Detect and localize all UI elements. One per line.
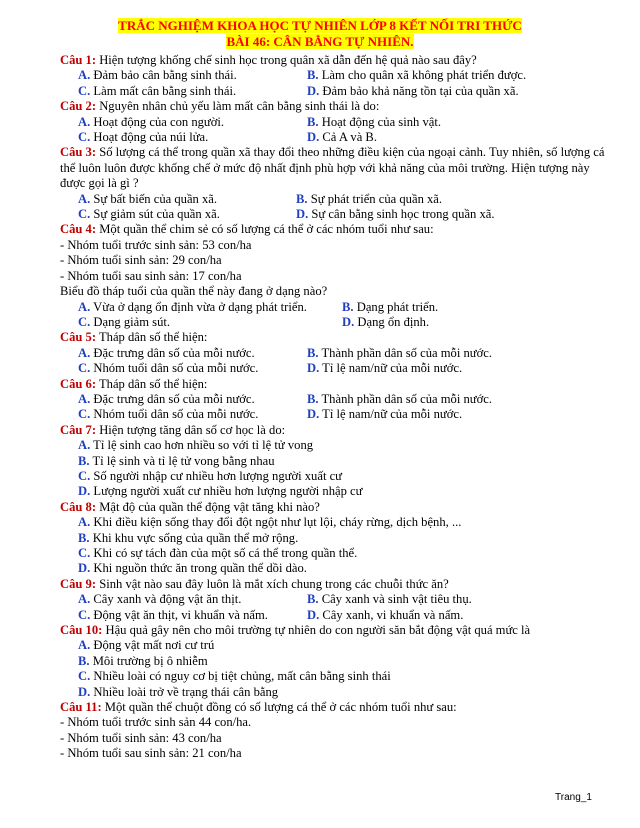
option-b [307,346,615,361]
option-d [296,207,615,222]
question-text: Hiện tượng khống chế sinh học trong quân xã dẫn đến hệ quả nào sau đây? [96,53,477,67]
option-a [60,192,296,207]
option-text: Cây xanh và động vật ăn thịt. [93,592,242,607]
question-10 [60,623,615,638]
options-row [60,361,615,376]
question-text: Tháp dân số thể hiện: [96,376,208,391]
option-text: Dạng giảm sút. [93,314,171,329]
question-text: Hậu quả gây nên cho môi trường tự nhiên do con người săn bắt động vật quá mức là [102,623,531,638]
question-number: Câu 8: [60,499,97,514]
age-group-line: - Nhóm tuổi sau sinh sản: 21 con/ha [60,746,242,761]
option-letter: B. [307,345,319,360]
option-b [296,192,615,207]
option-letter: B. [307,114,319,129]
question-text: Hiện tượng tăng dân số cơ học là do: [96,422,286,437]
option-text: Số người nhập cư nhiều hơn lượng người xuất cư [93,468,343,483]
option-letter: C. [78,130,91,145]
question-number: Câu 11: [60,700,102,715]
option-letter: D. [307,130,320,145]
option-text: Khi điều kiện sống thay đổi đột ngột như lụt lội, cháy rừng, dịch bệnh, ... [93,515,462,530]
option-text: Dạng ổn định. [357,314,430,329]
question-number: Câu 9: [60,576,97,591]
option-text: Đảm bảo cân bằng sinh thái. [93,68,237,83]
option-a [60,592,307,607]
option-text: Môi trường bị ô nhiễm [92,653,208,668]
options-row [60,608,615,623]
option-letter: B. [296,191,308,206]
option-letter: B. [342,299,354,314]
option-c [60,207,296,222]
option-text: Hoạt động của sinh vật. [321,114,441,129]
option-text: Đặc trưng dân số của mỗi nước. [93,345,255,360]
option-b [307,68,615,83]
option-text: Đặc trưng dân số của mỗi nước. [93,391,255,406]
option-letter: A. [78,345,91,360]
question-number: Câu 1: [60,53,97,67]
question-number: Câu 4: [60,222,97,237]
option-letter: B. [78,530,90,545]
option-letter: D. [307,361,320,376]
age-group-line: - Nhóm tuổi sinh sản: 43 con/ha [60,730,222,745]
option-text: Tỉ lệ sinh cao hơn nhiều so với tỉ lệ tử vong [93,438,314,453]
question-text: Mật độ của quần thể động vật tăng khi nào? [96,499,320,514]
options-row [60,68,615,83]
option-d [307,407,615,422]
option-a [60,638,615,653]
question-9 [60,577,615,592]
question-number: Câu 3: [60,145,97,160]
option-letter: C. [78,83,91,98]
option-letter: A. [78,299,91,314]
option-text: Thành phần dân số của mỗi nước. [321,345,492,360]
question-list [60,53,615,762]
option-letter: C. [78,546,91,560]
option-letter: A. [78,438,91,453]
option-text: Sự phát triển của quần xã. [310,191,443,206]
option-letter: A. [78,391,91,406]
option-text: Đảm bảo khả năng tồn tại của quần xã. [322,83,519,98]
option-letter: C. [78,314,91,329]
option-text: Sự bất biến của quần xã. [93,191,218,206]
option-letter: D. [307,83,320,98]
option-c [60,361,307,376]
question-11 [60,700,615,715]
question-8 [60,500,615,515]
question-number: Câu 7: [60,422,97,437]
option-text: Nhóm tuổi dân số của mỗi nước. [93,407,259,422]
option-a [60,515,615,530]
options-row [60,207,615,222]
option-text: Động vật ăn thịt, vi khuẩn và nấm. [93,607,268,622]
question-2 [60,99,615,114]
options-row [60,84,615,99]
option-letter: A. [78,191,91,206]
options-row [60,407,615,422]
question-text: Một quần thể chuột đồng có số lượng cá thể ở các nhóm tuổi như sau: [101,700,457,715]
option-a [60,68,307,83]
option-d [307,84,615,99]
question-text: Sinh vật nào sau đây luôn là mắt xích chung trong các chuỗi thức ăn? [96,576,449,591]
option-letter: A. [78,592,91,607]
question-1 [60,53,615,68]
option-d [60,561,615,576]
subtitle-text: BÀI 46: CÂN BẰNG TỰ NHIÊN. [226,34,414,49]
options-row [60,315,615,330]
lesson-title [0,34,640,49]
option-letter: A. [78,68,91,83]
age-group-line: - Nhóm tuổi trước sinh sản: 53 con/ha [60,237,252,252]
option-a [60,346,307,361]
option-b [307,392,615,407]
option-text: Sự giảm sút của quần xã. [93,207,220,222]
option-text: Hoạt động của con người. [93,114,225,129]
option-letter: B. [307,592,319,607]
age-group-line: - Nhóm tuổi sau sinh sản: 17 con/ha [60,268,242,283]
option-text: Nhóm tuổi dân số của mỗi nước. [93,361,259,376]
option-letter: C. [78,207,91,222]
option-b [60,531,615,546]
option-a [60,392,307,407]
option-text: Tỉ lệ sinh và tỉ lệ tử vong bằng nhau [92,453,275,468]
question-6 [60,377,615,392]
option-letter: C. [78,407,91,422]
option-letter: D. [296,207,309,222]
option-letter: B. [307,68,319,83]
age-group-line: - Nhóm tuổi trước sinh sản 44 con/ha. [60,715,252,730]
option-text: Tỉ lệ nam/nữ của mỗi nước. [322,361,463,376]
option-text: Thành phần dân số của mỗi nước. [321,391,492,406]
question-text: Nguyên nhân chủ yếu làm mất cân bằng sinh thái là do: [96,99,380,114]
options-row [60,392,615,407]
option-d [307,608,615,623]
question-prompt: Biểu đồ tháp tuổi của quần thể này đang ở dạng nào? [60,284,328,299]
option-text: Vừa ở dạng ổn định vừa ở dạng phát triển. [93,299,307,314]
option-letter: C. [78,361,91,376]
option-b [307,115,615,130]
option-text: Làm mất cân bằng sinh thái. [93,83,237,98]
option-text: Tỉ lệ nam/nữ của mỗi nước. [322,407,463,422]
age-group-line: - Nhóm tuổi sinh sản: 29 con/ha [60,253,222,268]
option-letter: B. [307,391,319,406]
option-c [60,608,307,623]
option-a [60,300,342,315]
option-b [342,300,615,315]
option-letter: D. [78,561,91,576]
question-number: Câu 5: [60,330,97,345]
options-row [60,115,615,130]
option-text: Khi khu vực sống của quần thể mở rộng. [92,530,299,545]
option-letter: A. [78,515,91,530]
options-row [60,592,615,607]
option-text: Hoạt động của núi lửa. [93,130,209,145]
option-letter: A. [78,114,91,129]
question-text: Tháp dân số thể hiện: [96,330,208,345]
question-text: Số lượng cá thể trong quần xã thay đổi theo những điều kiện của ngoại cảnh. Tuy nhiên, số lượng cá thể luôn luôn được khống chế ở mức độ nhất định phù hợp với khả năng của môi trường. Hiện tượng này được gọi là gì ? [60,145,605,191]
question-5 [60,330,615,345]
question-4 [60,222,615,237]
option-letter: A. [78,638,91,653]
option-c [60,546,615,561]
option-d [307,130,615,145]
option-text: Cây xanh, vi khuẩn và nấm. [322,607,464,622]
question-number: Câu 2: [60,99,97,114]
option-text: Nhiều loài có nguy cơ bị tiệt chủng, mất cân bằng sinh thái [93,669,391,684]
question-text: Một quần thể chim sẻ có số lượng cá thể ở các nhóm tuổi như sau: [96,222,434,237]
option-text: Sự cân bằng sinh học trong quần xã. [311,207,495,222]
question-7 [60,423,615,438]
question-3 [60,145,615,191]
question-number: Câu 10: [60,623,103,638]
option-letter: D. [307,407,320,422]
option-text: Nhiều loài trở về trạng thái cân bằng [93,684,279,699]
title-text: TRẮC NGHIỆM KHOA HỌC TỰ NHIÊN LỚP 8 KẾT NỐI TRI THỨC [118,18,522,33]
option-text: Động vật mất nơi cư trú [93,638,215,653]
option-b [60,454,615,469]
option-letter: C. [78,669,91,684]
option-b [60,654,615,669]
option-d [307,361,615,376]
option-a [60,115,307,130]
options-row [60,300,615,315]
option-c [60,669,615,684]
option-text: Lượng người xuất cư nhiều hơn lượng người nhập cư [93,484,363,499]
options-row [60,346,615,361]
option-a [60,438,615,453]
option-text: Cây xanh và sinh vật tiêu thụ. [321,592,472,607]
option-text: Làm cho quân xã không phát triển được. [321,68,527,83]
option-letter: C. [78,468,91,483]
options-row [60,130,615,145]
page-number: Trang_1 [555,792,592,803]
option-d [342,315,615,330]
option-c [60,84,307,99]
question-number: Câu 6: [60,376,97,391]
option-d [60,484,615,499]
option-c [60,130,307,145]
option-b [307,592,615,607]
option-text: Khi nguồn thức ăn trong quần thể dồi dào. [93,561,307,576]
document-title [0,18,640,33]
option-text: Khi có sự tách đàn của một số cá thể trong quần thể. [93,546,358,560]
option-letter: B. [78,653,90,668]
option-letter: D. [307,607,320,622]
option-letter: B. [78,453,90,468]
option-c [60,407,307,422]
option-letter: C. [78,607,91,622]
option-letter: D. [342,314,355,329]
option-c [60,469,615,484]
option-text: Cả A và B. [322,130,377,145]
options-row [60,192,615,207]
option-d [60,685,615,700]
option-c [60,315,342,330]
option-letter: D. [78,484,91,499]
option-letter: D. [78,684,91,699]
option-text: Dạng phát triển. [356,299,439,314]
